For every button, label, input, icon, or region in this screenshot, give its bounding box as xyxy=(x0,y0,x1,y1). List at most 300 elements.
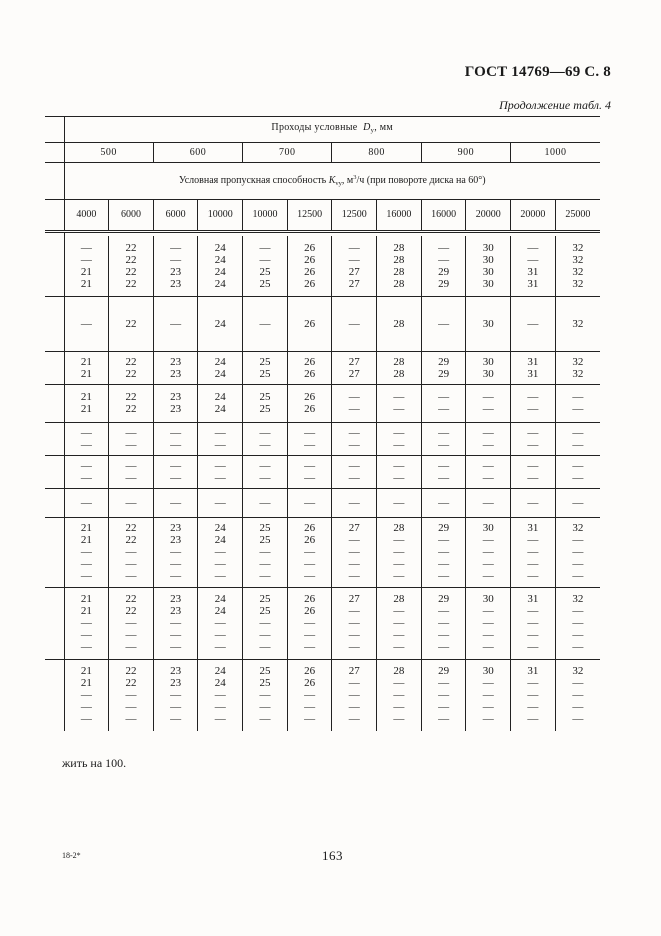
value-cell xyxy=(377,351,422,384)
cell-value: 24 xyxy=(214,241,226,254)
cell-value: — xyxy=(438,558,450,570)
value-cell xyxy=(377,384,422,422)
value-cell xyxy=(377,455,422,488)
value-cell xyxy=(421,587,466,659)
table-row-group xyxy=(45,351,600,384)
value-cell xyxy=(555,517,600,587)
value-cell xyxy=(64,422,109,455)
cell-value: — xyxy=(170,496,182,509)
value-cell xyxy=(287,488,332,517)
cell-value: — xyxy=(438,617,450,629)
cell-value: — xyxy=(527,546,539,558)
cell-value: — xyxy=(170,689,182,702)
cell-value: — xyxy=(304,471,316,484)
cell-value: 23 xyxy=(170,391,182,403)
cell-value: — xyxy=(438,534,450,546)
cell-value: — xyxy=(348,426,360,439)
value-cell xyxy=(377,659,422,731)
cell-value: 27 xyxy=(348,355,360,368)
value-cell xyxy=(243,384,288,422)
cell-value: — xyxy=(80,496,92,509)
cell-value: — xyxy=(482,701,494,714)
cell-value: 24 xyxy=(214,605,226,617)
cell-value: 26 xyxy=(304,522,316,534)
cell-value: — xyxy=(170,426,182,439)
cell-value: — xyxy=(125,426,137,439)
cell-value: — xyxy=(527,677,539,690)
cell-value: — xyxy=(482,459,494,472)
cell-value: 24 xyxy=(214,253,226,266)
cell-value: — xyxy=(572,701,584,714)
dn-value-cell: 600 xyxy=(153,143,242,163)
value-cell xyxy=(153,455,198,488)
cell-value: 32 xyxy=(572,355,584,368)
cell-value: 25 xyxy=(259,605,271,617)
cell-value: — xyxy=(482,570,494,582)
cell-value: — xyxy=(482,617,494,629)
cell-value: — xyxy=(304,689,316,702)
cell-value: — xyxy=(259,689,271,702)
cell-value: 30 xyxy=(482,317,494,330)
cell-value: — xyxy=(259,317,271,330)
cell-value: — xyxy=(348,403,360,415)
value-cell xyxy=(511,384,556,422)
cell-value: 28 xyxy=(393,355,405,368)
cell-value: — xyxy=(348,496,360,509)
cell-value: — xyxy=(80,570,92,582)
cell-value: — xyxy=(348,558,360,570)
cell-value: 21 xyxy=(80,665,92,678)
cell-value: — xyxy=(125,713,137,726)
value-cell xyxy=(466,236,511,296)
cell-value: — xyxy=(438,605,450,617)
cell-value: 28 xyxy=(393,665,405,678)
value-cell xyxy=(332,296,377,351)
table-row-group xyxy=(45,587,600,659)
cell-value: — xyxy=(304,641,316,653)
cell-value: — xyxy=(527,558,539,570)
dn-value-cell: 700 xyxy=(243,143,332,163)
cell-value: — xyxy=(527,459,539,472)
page-number: 163 xyxy=(322,848,343,863)
value-cell xyxy=(511,455,556,488)
cell-value: 29 xyxy=(438,367,450,380)
cell-value: 28 xyxy=(393,265,405,278)
value-cell xyxy=(109,236,154,296)
cell-value: — xyxy=(170,438,182,451)
cell-value: — xyxy=(482,471,494,484)
cell-value: — xyxy=(214,471,226,484)
cell-value: 30 xyxy=(482,355,494,368)
value-cell xyxy=(421,236,466,296)
cell-value: — xyxy=(482,605,494,617)
cell-value: — xyxy=(572,496,584,509)
value-cell xyxy=(153,659,198,731)
cell-value: — xyxy=(348,641,360,653)
value-cell xyxy=(511,351,556,384)
cell-value: — xyxy=(80,253,92,266)
document-id: ГОСТ 14769—69 С. 8 xyxy=(464,64,611,80)
cell-value: — xyxy=(438,701,450,714)
cell-value: 29 xyxy=(438,355,450,368)
cell-value: 22 xyxy=(125,253,137,266)
cell-value: — xyxy=(259,241,271,254)
cell-value: — xyxy=(348,570,360,582)
value-cell xyxy=(332,236,377,296)
cell-value: 22 xyxy=(125,391,137,403)
cell-value: 23 xyxy=(170,277,182,290)
cell-value: 25 xyxy=(259,522,271,534)
value-cell xyxy=(109,384,154,422)
cell-value: — xyxy=(80,241,92,254)
table-row-group xyxy=(45,659,600,731)
cell-value: — xyxy=(527,713,539,726)
value-cell xyxy=(332,517,377,587)
cell-value: — xyxy=(482,713,494,726)
value-cell xyxy=(332,351,377,384)
cell-value: — xyxy=(438,496,450,509)
cell-value: — xyxy=(572,677,584,690)
cell-value: 24 xyxy=(214,367,226,380)
cell-value: 23 xyxy=(170,367,182,380)
cell-value: 31 xyxy=(527,665,539,678)
cell-value: — xyxy=(572,391,584,403)
cell-value: — xyxy=(482,391,494,403)
cell-value: 31 xyxy=(527,355,539,368)
cell-value: 26 xyxy=(304,277,316,290)
cell-value: — xyxy=(80,641,92,653)
value-cell xyxy=(287,517,332,587)
cell-value: — xyxy=(214,617,226,629)
value-cell xyxy=(555,455,600,488)
value-cell xyxy=(421,517,466,587)
cell-value: — xyxy=(527,317,539,330)
cell-value: 23 xyxy=(170,534,182,546)
cell-value: — xyxy=(259,713,271,726)
value-cell xyxy=(198,351,243,384)
value-cell xyxy=(555,659,600,731)
cell-value: 24 xyxy=(214,522,226,534)
cell-value: — xyxy=(80,317,92,330)
cell-value: — xyxy=(348,459,360,472)
cell-value: — xyxy=(80,558,92,570)
cell-value: 25 xyxy=(259,677,271,690)
cell-value: 22 xyxy=(125,534,137,546)
cell-value: — xyxy=(259,701,271,714)
cell-value: — xyxy=(393,459,405,472)
cell-value: 22 xyxy=(125,522,137,534)
cell-value: 31 xyxy=(527,522,539,534)
value-cell xyxy=(555,351,600,384)
cell-value: — xyxy=(304,558,316,570)
cell-value: 24 xyxy=(214,277,226,290)
cell-value: 21 xyxy=(80,403,92,415)
cell-value: — xyxy=(80,546,92,558)
dn-value-cell: 900 xyxy=(421,143,510,163)
value-cell xyxy=(64,587,109,659)
cell-value: — xyxy=(572,438,584,451)
cell-value: — xyxy=(482,641,494,653)
cell-value: — xyxy=(438,689,450,702)
cell-value: 25 xyxy=(259,355,271,368)
cell-value: 30 xyxy=(482,665,494,678)
value-cell xyxy=(511,517,556,587)
cell-value: — xyxy=(348,677,360,690)
cell-value: — xyxy=(170,617,182,629)
cell-value: 31 xyxy=(527,277,539,290)
value-cell xyxy=(421,455,466,488)
cell-value: 25 xyxy=(259,534,271,546)
value-cell xyxy=(109,488,154,517)
cell-value: — xyxy=(304,617,316,629)
cell-value: — xyxy=(304,570,316,582)
cell-value: — xyxy=(259,641,271,653)
cell-value: 23 xyxy=(170,403,182,415)
cell-value: — xyxy=(393,677,405,690)
cell-value: 25 xyxy=(259,593,271,605)
value-cell xyxy=(466,296,511,351)
cell-value: — xyxy=(348,438,360,451)
cell-value: 25 xyxy=(259,277,271,290)
cell-value: — xyxy=(170,459,182,472)
cell-value: — xyxy=(393,617,405,629)
cell-value: — xyxy=(438,471,450,484)
dn-subscript: у xyxy=(370,127,375,134)
cell-value: 27 xyxy=(348,265,360,278)
value-cell xyxy=(198,455,243,488)
cell-value: — xyxy=(304,438,316,451)
row-stub-cell xyxy=(45,384,64,422)
value-cell xyxy=(153,517,198,587)
cell-value: — xyxy=(125,558,137,570)
cell-value: — xyxy=(527,241,539,254)
value-cell xyxy=(243,659,288,731)
dn-value-cell: 500 xyxy=(64,143,153,163)
cell-value: — xyxy=(259,617,271,629)
cell-value: — xyxy=(125,546,137,558)
cell-value: — xyxy=(170,253,182,266)
cell-value: 31 xyxy=(527,367,539,380)
cell-value: — xyxy=(80,629,92,641)
row-stub-cell xyxy=(45,659,64,731)
kv-value-cell: 6000 xyxy=(153,200,198,231)
value-cell xyxy=(555,488,600,517)
cell-value: 24 xyxy=(214,677,226,690)
cell-value: — xyxy=(214,689,226,702)
cell-value: 27 xyxy=(348,277,360,290)
cell-value: — xyxy=(572,426,584,439)
dn-value-cell: 800 xyxy=(332,143,421,163)
cell-value: 21 xyxy=(80,277,92,290)
cell-value: — xyxy=(259,253,271,266)
footnote-fragment: жить на 100. xyxy=(62,756,127,770)
cell-value: — xyxy=(438,391,450,403)
value-cell xyxy=(153,422,198,455)
value-cell xyxy=(377,488,422,517)
cell-value: — xyxy=(214,701,226,714)
cell-value: — xyxy=(214,570,226,582)
cell-value: — xyxy=(393,426,405,439)
value-cell xyxy=(466,517,511,587)
cell-value: — xyxy=(304,713,316,726)
row-stub-cell xyxy=(45,351,64,384)
cell-value: — xyxy=(572,713,584,726)
cell-value: — xyxy=(304,546,316,558)
value-cell xyxy=(243,587,288,659)
cell-value: 26 xyxy=(304,367,316,380)
value-cell xyxy=(287,659,332,731)
cell-value: — xyxy=(259,496,271,509)
cell-value: 28 xyxy=(393,367,405,380)
cell-value: — xyxy=(527,403,539,415)
value-cell xyxy=(198,296,243,351)
value-cell xyxy=(109,517,154,587)
capacity-label: Условная пропускная способность xyxy=(178,175,327,186)
cell-value: — xyxy=(80,438,92,451)
cell-value: 27 xyxy=(348,593,360,605)
row-stub-cell xyxy=(45,517,64,587)
cell-value: 26 xyxy=(304,677,316,690)
value-cell xyxy=(287,587,332,659)
value-cell xyxy=(109,587,154,659)
kv-value-cell: 20000 xyxy=(466,200,511,231)
cell-value: 28 xyxy=(393,253,405,266)
cell-value: — xyxy=(259,558,271,570)
value-cell xyxy=(466,351,511,384)
value-cell xyxy=(64,659,109,731)
cell-value: — xyxy=(348,471,360,484)
kv-subscript: vy xyxy=(335,180,342,187)
value-cell xyxy=(511,296,556,351)
cell-value: 29 xyxy=(438,265,450,278)
cell-value: — xyxy=(438,241,450,254)
value-cell xyxy=(198,587,243,659)
kv-value-cell: 20000 xyxy=(511,200,556,231)
value-cell xyxy=(109,422,154,455)
valve-capacity-table xyxy=(45,116,600,731)
cell-value: 24 xyxy=(214,534,226,546)
value-cell xyxy=(332,659,377,731)
cell-value: 28 xyxy=(393,593,405,605)
value-cell xyxy=(109,351,154,384)
cell-value: — xyxy=(80,701,92,714)
cell-value: — xyxy=(125,438,137,451)
cell-value: — xyxy=(125,570,137,582)
value-cell xyxy=(64,236,109,296)
value-cell xyxy=(332,384,377,422)
cell-value: 30 xyxy=(482,277,494,290)
value-cell xyxy=(332,587,377,659)
value-cell xyxy=(466,488,511,517)
kv-value-cell: 10000 xyxy=(198,200,243,231)
cell-value: — xyxy=(348,605,360,617)
cell-value: — xyxy=(393,605,405,617)
cell-value: — xyxy=(170,471,182,484)
cell-value: — xyxy=(393,391,405,403)
cell-value: — xyxy=(572,534,584,546)
value-cell xyxy=(198,517,243,587)
row-stub-cell xyxy=(45,587,64,659)
cell-value: 32 xyxy=(572,593,584,605)
cell-value: 25 xyxy=(259,391,271,403)
value-cell xyxy=(421,384,466,422)
cell-value: — xyxy=(438,253,450,266)
kv-value-cell: 12500 xyxy=(332,200,377,231)
cell-value: 32 xyxy=(572,241,584,254)
value-cell xyxy=(109,455,154,488)
cell-value: — xyxy=(572,605,584,617)
cell-value: 26 xyxy=(304,534,316,546)
value-cell xyxy=(377,422,422,455)
cell-value: 29 xyxy=(438,593,450,605)
cell-value: — xyxy=(259,426,271,439)
cell-value: — xyxy=(572,403,584,415)
value-cell xyxy=(332,422,377,455)
kv-unit-sup: 3 xyxy=(353,174,357,181)
cell-value: 22 xyxy=(125,403,137,415)
cell-value: — xyxy=(438,438,450,451)
cell-value: 22 xyxy=(125,367,137,380)
cell-value: 24 xyxy=(214,593,226,605)
cell-value: 32 xyxy=(572,317,584,330)
cell-value: — xyxy=(170,570,182,582)
capacity-header xyxy=(64,163,600,200)
cell-value: — xyxy=(214,546,226,558)
cell-value: — xyxy=(527,605,539,617)
cell-value: — xyxy=(214,641,226,653)
cell-value: 31 xyxy=(527,265,539,278)
table-row-group xyxy=(45,517,600,587)
cell-value: 26 xyxy=(304,605,316,617)
value-cell xyxy=(555,236,600,296)
row-stub-cell xyxy=(45,236,64,296)
cell-value: 22 xyxy=(125,355,137,368)
kv-value-cell: 6000 xyxy=(109,200,154,231)
cell-value: — xyxy=(304,496,316,509)
cell-value: — xyxy=(393,546,405,558)
cell-value: 24 xyxy=(214,665,226,678)
cell-value: — xyxy=(259,438,271,451)
cell-value: — xyxy=(214,426,226,439)
value-cell xyxy=(555,422,600,455)
cell-value: 22 xyxy=(125,605,137,617)
cell-value: 23 xyxy=(170,355,182,368)
cell-value: — xyxy=(348,534,360,546)
value-cell xyxy=(64,351,109,384)
kv-value-cell: 12500 xyxy=(287,200,332,231)
cell-value: — xyxy=(527,570,539,582)
cell-value: — xyxy=(80,459,92,472)
cell-value: — xyxy=(393,689,405,702)
cell-value: — xyxy=(348,689,360,702)
cell-value: — xyxy=(214,629,226,641)
cell-value: — xyxy=(482,546,494,558)
table-row-group xyxy=(45,384,600,422)
cell-value: — xyxy=(170,241,182,254)
row-stub-cell xyxy=(45,422,64,455)
cell-value: 21 xyxy=(80,391,92,403)
value-cell xyxy=(511,488,556,517)
cell-value: — xyxy=(125,629,137,641)
cell-value: 32 xyxy=(572,253,584,266)
cell-value: — xyxy=(527,391,539,403)
print-code: 18-2* xyxy=(62,851,81,860)
cell-value: — xyxy=(348,317,360,330)
cell-value: — xyxy=(482,438,494,451)
value-cell xyxy=(287,455,332,488)
cell-value: — xyxy=(572,546,584,558)
cell-value: — xyxy=(393,403,405,415)
